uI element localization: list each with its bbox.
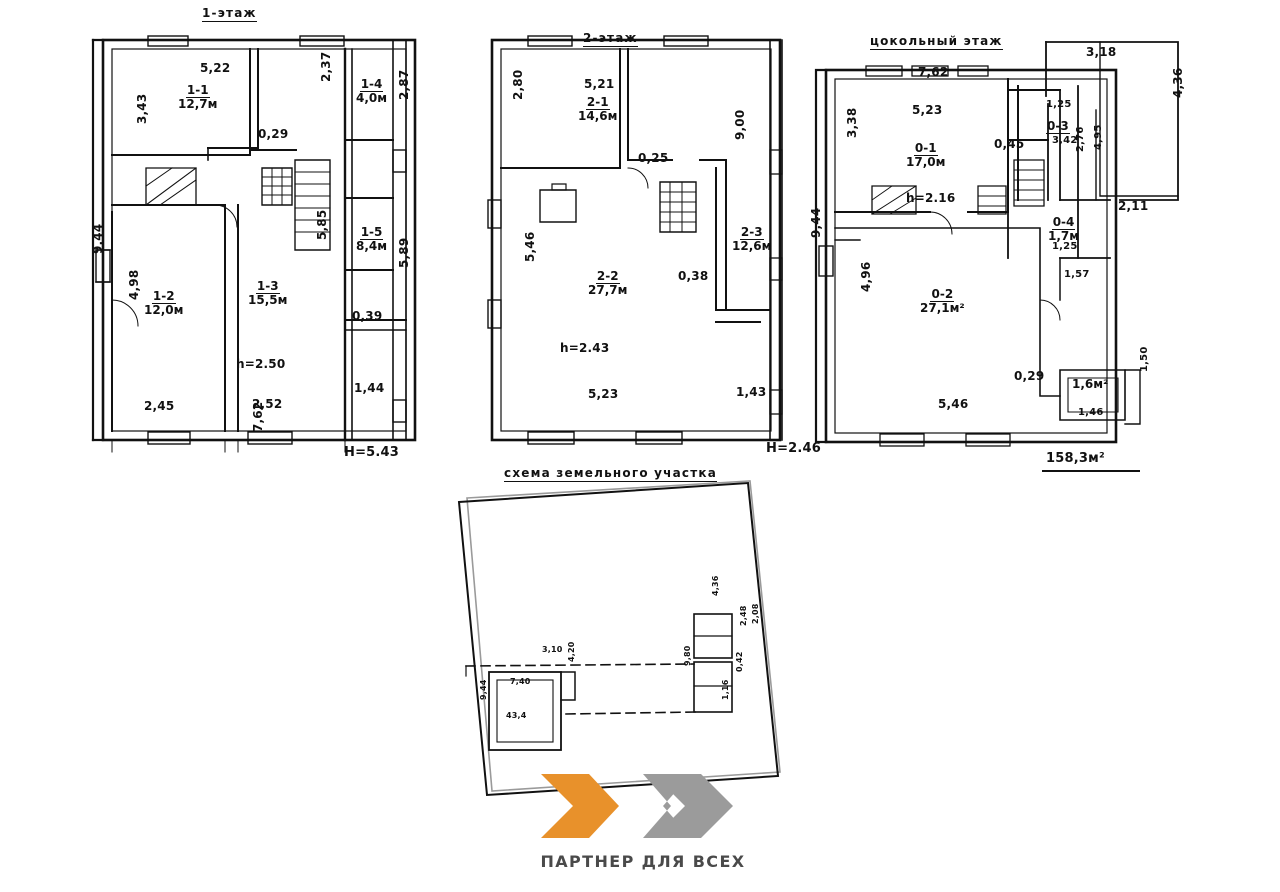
room-label-0-3: 0-3 xyxy=(1047,119,1069,133)
height-note-floor-1: H=5.43 xyxy=(344,445,400,460)
dim-2-5.23: 5,23 xyxy=(588,387,619,401)
dim-4-3.10: 3,10 xyxy=(542,645,563,654)
dim-1-0.39: 0,39 xyxy=(352,309,383,323)
plan-title-floor-1: 1-этаж xyxy=(202,6,257,20)
dim-3-5.46: 5,46 xyxy=(938,397,969,411)
dim-3-1.46: 1,46 xyxy=(1078,407,1104,418)
dim-3-0.45: 0,45 xyxy=(994,137,1025,151)
dim-1-2.45: 2,45 xyxy=(144,399,175,413)
dim-3-3.18: 3,18 xyxy=(1086,45,1117,59)
dim-4-2.48: 2,48 xyxy=(739,605,748,626)
dim-2-5.46: 5,46 xyxy=(523,231,537,262)
dim-3-7.62: 7,62 xyxy=(918,65,949,79)
room-label-0-small: 1,6м² xyxy=(1072,377,1109,391)
room-label-0-2: 0-2 27,1м² xyxy=(920,287,965,316)
dim-4-2.08: 2,08 xyxy=(751,603,760,624)
dim-1-5.89: 5,89 xyxy=(397,237,411,268)
dim-1-3.43: 3,43 xyxy=(135,93,149,124)
dim-1-1.44: 1,44 xyxy=(354,381,385,395)
dim-3-5.23: 5,23 xyxy=(912,103,943,117)
dim-4-7.40: 7,40 xyxy=(510,677,531,686)
room-label-2-2: 2-2 27,7м xyxy=(588,269,628,298)
dim-3-4.36: 4,36 xyxy=(1171,67,1185,98)
dim-1-5.85: 5,85 xyxy=(315,209,329,240)
room-label-1-2: 1-2 12,0м xyxy=(144,289,184,318)
dim-3-3.42: 3,42 xyxy=(1052,135,1078,146)
dim-3-4.96: 4,96 xyxy=(859,261,873,292)
plan-title-floor-2: 2-этаж xyxy=(583,31,638,45)
dim-1-2.52: 2,52 xyxy=(252,397,283,411)
brand-logo xyxy=(523,760,763,880)
room-label-1-5: 1-5 8,4м xyxy=(356,225,388,254)
room-label-1-3: 1-3 15,5м xyxy=(248,279,288,308)
dim-3-1.50: 1,50 xyxy=(1139,346,1150,372)
dim-3-4.95: 4,95 xyxy=(1093,124,1104,150)
dim-4-9.80: 9,80 xyxy=(683,645,692,666)
dim-1-2.87: 2,87 xyxy=(397,69,411,100)
dim-4-9.44: 9,44 xyxy=(479,679,488,700)
dim-3-2.11: 2,11 xyxy=(1118,199,1149,213)
ceiling-note-floor-2: h=2.43 xyxy=(560,341,610,355)
dim-3-1.57: 1,57 xyxy=(1064,269,1090,280)
dim-1-2.37: 2,37 xyxy=(319,51,333,82)
dim-2-0.38: 0,38 xyxy=(678,269,709,283)
dim-1-5.22: 5,22 xyxy=(200,61,231,75)
total-area-value: 158,3м² xyxy=(1046,451,1105,466)
dim-3-0.29: 0,29 xyxy=(1014,369,1045,383)
dim-1-7.62: 7,62 xyxy=(251,401,265,432)
plan-title-basement: цокольный этаж xyxy=(870,34,1003,48)
ceiling-note-floor-1: h=2.50 xyxy=(236,357,286,371)
dim-2-0.25: 0,25 xyxy=(638,151,669,165)
logo-mark-icon xyxy=(523,760,763,852)
dim-2-5.21: 5,21 xyxy=(584,77,615,91)
dim-3-9.44: 9,44 xyxy=(809,207,823,238)
ceiling-note-basement: h=2.16 xyxy=(906,191,956,205)
dim-1-9.44: 9,44 xyxy=(91,223,105,254)
room-label-0-1: 0-1 17,0м xyxy=(906,141,946,170)
dim-4-43.4: 43,4 xyxy=(506,711,527,720)
dim-3-2.76: 2,76 xyxy=(1075,126,1086,152)
dim-3-3.38: 3,38 xyxy=(845,107,859,138)
dim-4-4.36: 4,36 xyxy=(711,575,720,596)
dim-3-1.25b: 1,25 xyxy=(1052,241,1078,252)
room-label-2-3: 2-3 12,6м xyxy=(732,225,772,254)
dim-2-9.00: 9,00 xyxy=(733,109,747,140)
brand-name: ПАРТНЕР ДЛЯ ВСЕХ xyxy=(540,852,746,871)
dim-4-0.42: 0,42 xyxy=(735,651,744,672)
room-label-2-1: 2-1 14,6м xyxy=(578,95,618,124)
room-label-0-4: 0-4 1,7м xyxy=(1048,215,1080,244)
total-area-underline xyxy=(1042,470,1140,472)
dim-4-4.20: 4,20 xyxy=(567,641,576,662)
plan-title-site: схема земельного участка xyxy=(504,466,718,480)
room-label-1-4: 1-4 4,0м xyxy=(356,77,388,106)
dim-2-1.43: 1,43 xyxy=(736,385,767,399)
dim-1-0.29: 0,29 xyxy=(258,127,289,141)
dim-1-4.98: 4,98 xyxy=(127,269,141,300)
dim-4-1.16: 1,16 xyxy=(721,679,730,700)
dim-3-1.25a: 1,25 xyxy=(1046,99,1072,110)
height-note-basement: H=2.46 xyxy=(766,441,822,456)
room-label-1-1: 1-1 12,7м xyxy=(178,83,218,112)
dim-2-2.80: 2,80 xyxy=(511,69,525,100)
